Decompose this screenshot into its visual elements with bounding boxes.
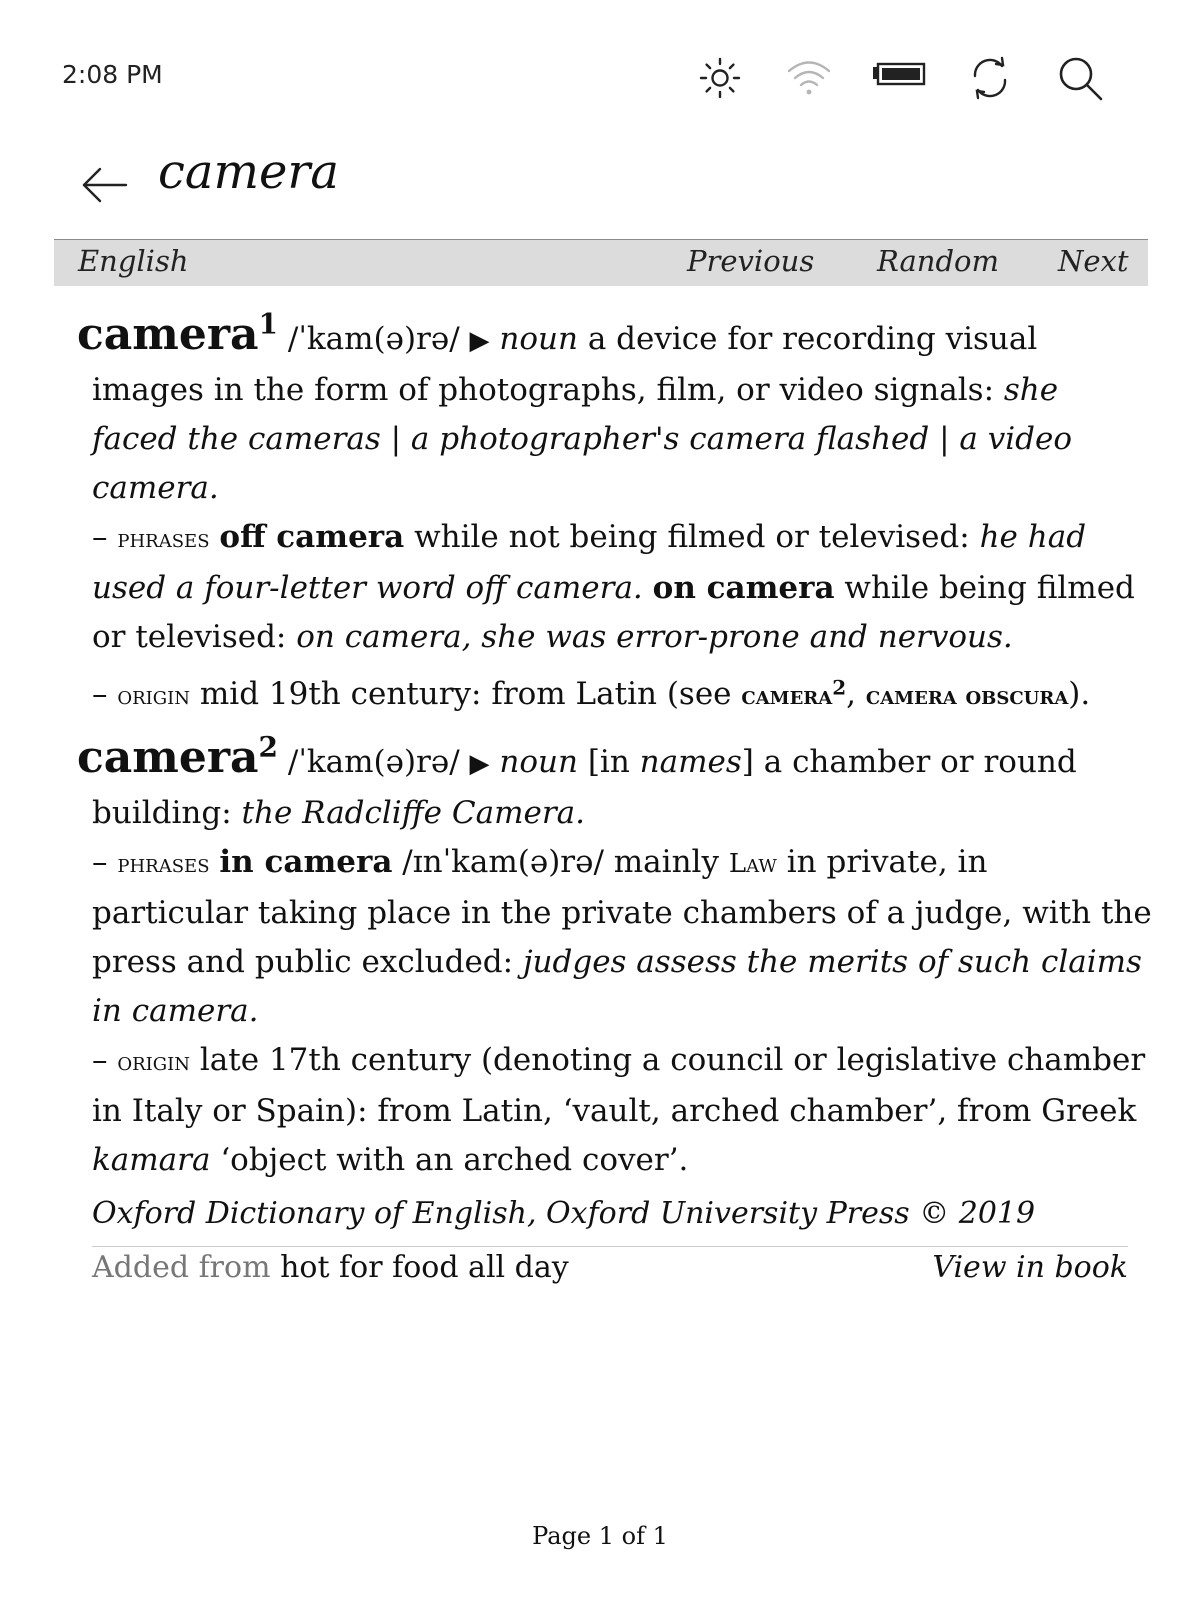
random-entry-button[interactable]: Random xyxy=(877,244,999,278)
origin-greek-word: kamara xyxy=(92,1142,211,1178)
title-row xyxy=(0,140,1200,230)
phrase: in camera xyxy=(219,844,393,880)
divider xyxy=(92,1246,1128,1247)
phrase-definition: in private, in particular taking place in the private chambers of a judge, with the press and public excluded: xyxy=(92,844,1152,980)
wifi-icon[interactable] xyxy=(781,50,837,106)
origin-text: late 17th century (denoting a council or legislative chamber in Italy or Spain): from Latin, ‘vault, arched chamber’, from Greek xyxy=(92,1042,1146,1129)
phrase-definition: while not being filmed or televised: xyxy=(414,519,970,555)
homograph-number: 2 xyxy=(258,730,279,764)
brightness-icon[interactable] xyxy=(692,50,748,106)
sense-label: names xyxy=(639,744,742,780)
added-from-label: Added from xyxy=(92,1250,271,1285)
pronunciation: /ˈkam(ə)rə/ xyxy=(287,321,460,357)
phrase: on camera xyxy=(652,570,835,606)
phrase-register: mainly xyxy=(613,844,719,880)
play-triangle-icon: ▶ xyxy=(469,749,490,779)
entry-sense xyxy=(77,730,1152,838)
headword: camera$^2$ xyxy=(77,730,279,783)
entry-phrases: – phrases in camera /ɪnˈkam(ə)rə/ mainly Law in private, in particular taking place in the private chambers of a judge, with the press and public excluded: judges assess the merits of such claims in camera. xyxy=(92,844,1152,1029)
entry-sense xyxy=(77,307,1152,513)
phrases-label: phrases xyxy=(117,849,210,879)
definition: a device for recording visual images in the form of photographs, film, or video signals: xyxy=(92,321,1038,408)
entry-phrases: – phrases off camera while not being filmed or televised: he had used a four-letter word off camera. on camera while being filmed or televised: on camera, she was error-prone and nervous. xyxy=(92,519,1135,655)
origin-gloss: ‘object with an arched cover’. xyxy=(220,1142,689,1178)
dictionary-language-selector[interactable]: English xyxy=(78,244,189,278)
entry-origin: – origin mid 19th century: from Latin (see camera$^2$, camera obscura). xyxy=(92,675,1091,712)
status-bar xyxy=(0,0,1200,130)
page-indicator: Page 1 of 1 xyxy=(532,1522,668,1550)
phrase-example: on camera, she was error-prone and nervous. xyxy=(296,619,1013,655)
subject-label: Law xyxy=(728,849,777,879)
example: she faced the cameras | a photographer's camera flashed | a video camera. xyxy=(92,372,1072,506)
view-in-book-link[interactable]: View in book xyxy=(932,1250,1128,1285)
phrase-example: he had used a four-letter word off camera. xyxy=(92,519,1087,606)
sense-label-open: [in xyxy=(587,744,630,780)
next-entry-button[interactable]: Next xyxy=(1058,244,1129,278)
play-triangle-icon: ▶ xyxy=(469,326,490,356)
added-from-row xyxy=(92,1250,1128,1294)
sync-icon[interactable] xyxy=(962,50,1018,106)
phrases-label: phrases xyxy=(117,524,210,554)
dictionary-content xyxy=(77,307,1152,1185)
search-word: camera xyxy=(158,144,339,200)
homograph-number: 1 xyxy=(258,307,279,341)
phrase-definition: while being filmed or televised: xyxy=(92,570,1135,655)
example: the Radcliffe Camera. xyxy=(241,795,585,831)
headword: camera$^1$ xyxy=(77,307,279,360)
pronunciation: /ˈkam(ə)rə/ xyxy=(287,744,460,780)
cross-reference-link[interactable]: camera$^2$ xyxy=(741,675,847,710)
dictionary-source: Oxford Dictionary of English, Oxford University Press © 2019 xyxy=(92,1196,1036,1231)
phrase-pronunciation: /ɪnˈkam(ə)rə/ xyxy=(402,844,604,880)
origin-text: ). xyxy=(1068,676,1091,712)
phrase: off camera xyxy=(219,519,405,555)
search-icon[interactable] xyxy=(1052,50,1108,106)
battery-icon[interactable] xyxy=(870,50,926,106)
origin-text: mid 19th century: from Latin (see xyxy=(199,676,732,712)
part-of-speech: noun xyxy=(499,744,578,780)
cross-reference-link[interactable]: camera obscura xyxy=(865,681,1069,710)
part-of-speech: noun xyxy=(499,321,578,357)
previous-entry-button[interactable]: Previous xyxy=(687,244,815,278)
origin-label: origin xyxy=(117,1047,191,1077)
dictionary-entry-camera-2 xyxy=(77,730,1152,1185)
clock: 2:08 PM xyxy=(62,60,163,89)
sense-label-close: ] xyxy=(741,744,754,780)
origin-label: origin xyxy=(117,681,191,711)
dictionary-entry-camera-1 xyxy=(77,307,1152,721)
source-book-title: hot for food all day xyxy=(280,1250,569,1285)
definition: a chamber or round building: xyxy=(92,744,1077,831)
dictionary-nav-bar xyxy=(54,239,1148,286)
phrase-example: judges assess the merits of such claims in camera. xyxy=(92,944,1142,1029)
entry-origin: – origin late 17th century (denoting a council or legislative chamber in Italy or Spain): from Latin, ‘vault, arched chamber’, from Greek kamara ‘object with an arched cover’. xyxy=(92,1042,1146,1178)
back-arrow-icon[interactable] xyxy=(78,160,134,210)
